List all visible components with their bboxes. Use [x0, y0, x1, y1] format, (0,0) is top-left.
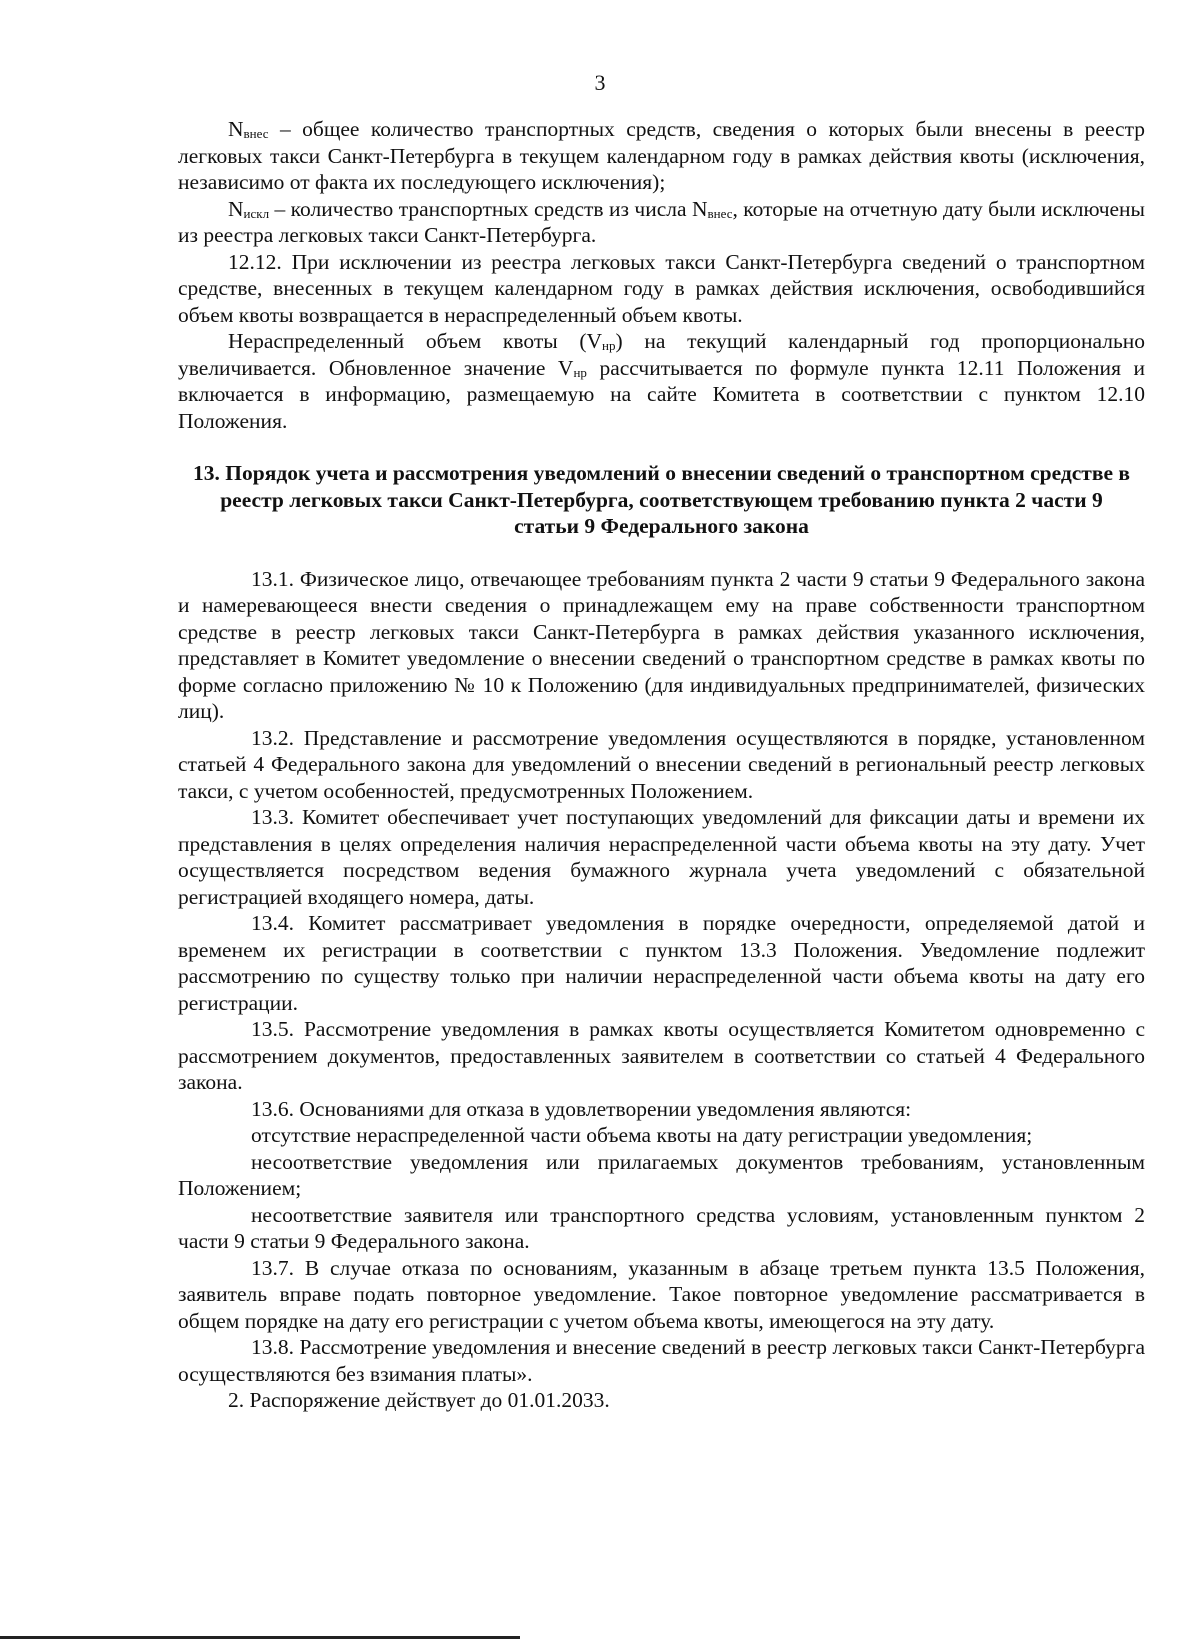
spacer: [178, 540, 1145, 566]
definition-nvnes: [178, 116, 1145, 196]
text-fragment: рассчитывается по формуле пункта 12.11 Положения и включается в информацию, размещаемую на сайте Комитета в соответствии с пунктом 12.10 Положения.: [178, 355, 1145, 433]
clause-13-5: 13.5. Рассмотрение уведомления в рамках квоты осуществляется Комитетом одновременно с рассмотрением документов, предоставленных заявителем в соответствии со статьей 4 Федерального закона.: [178, 1017, 1145, 1094]
scan-edge-line: [0, 1636, 520, 1639]
clause-13-7: 13.7. В случае отказа по основаниям, указанным в абзаце третьем пункта 13.5 Положения, заявитель вправе подать повторное уведомление. Такое повторное уведомление рассматривается в общем порядке на дату его регистрации с учетом объема квоты, имеющегося на эту дату.: [178, 1255, 1145, 1333]
definition-text: , которые на отчетную дату были исключены из реестра легковых такси Санкт-Петербурга.: [178, 196, 1146, 247]
clause-13-2: 13.2. Представление и рассмотрение уведомления осуществляются в порядке, установленном статьей 4 Федерального закона для уведомлений о внесении сведений в региональный реестр легковых такси, с учетом особенностей, предусмотренных Положением.: [178, 725, 1145, 803]
clause-12-12-paragraph-2: [178, 328, 1145, 434]
symbol-n: N: [691, 196, 708, 221]
symbol-subscript: внес: [707, 205, 733, 221]
section-13-heading: 13. Порядок учета и рассмотрения уведомлений о внесении сведений о транспортном средстве в реестр легковых такси Санкт-Петербурга, соответствующем требованию пункта 2 части 9 статьи 9 Федерального закона: [193, 461, 1130, 538]
page-number: 3: [594, 70, 606, 95]
definition-text: – общее количество транспортных средств, сведения о которых были внесены в реестр легковых такси Санкт-Петербурга в текущем календарном году в рамках действия квоты (исключения, независимо от факта их последующего исключения);: [178, 117, 1145, 194]
text-fragment: ) на текущий календарный год пропорционально увеличивается. Обновленное значение V: [178, 329, 1146, 380]
definition-text: – количество транспортных средств из числа: [269, 196, 692, 221]
clause-13-8: 13.8. Рассмотрение уведомления и внесение сведений в реестр легковых такси Санкт-Петербурга осуществляются без взимания платы».: [178, 1335, 1145, 1386]
symbol-subscript: искл: [243, 205, 270, 221]
symbol-n: N: [228, 117, 244, 141]
document-body: [178, 116, 1145, 1414]
symbol-n: N: [228, 196, 244, 221]
clause-13-6-item-1: отсутствие нераспределенной части объема квоты на дату регистрации уведомления;: [251, 1123, 1033, 1147]
clause-13-3: 13.3. Комитет обеспечивает учет поступающих уведомлений для фиксации даты и времени их представления в целях определения наличия нераспределенной части объема квоты на эту дату. Учет осуществляется посредством ведения бумажного журнала учета уведомлений с обязательной регистрацией входящего номера, даты.: [178, 805, 1145, 909]
text-fragment: Нераспределенный объем квоты (V: [228, 329, 603, 353]
clause-13-6: 13.6. Основаниями для отказа в удовлетворении уведомления являются:: [251, 1096, 912, 1121]
symbol-subscript: нр: [602, 338, 616, 353]
symbol-subscript: нр: [573, 364, 587, 380]
final-clause: 2. Распоряжение действует до 01.01.2033.: [228, 1388, 610, 1412]
clause-12-12: 12.12. При исключении из реестра легковых такси Санкт-Петербурга сведений о транспортном средстве, внесенных в текущем календарном году в рамках действия исключения, освободившийся объем квоты возвращается в нераспределенный объем квоты.: [178, 249, 1145, 327]
clause-13-4: 13.4. Комитет рассматривает уведомления в порядке очередности, определяемой датой и временем их регистрации в соответствии с пунктом 13.3 Положения. Уведомление подлежит рассмотрению по существу только при наличии нераспределенной части объема квоты на дату его регистрации.: [178, 911, 1145, 1015]
definition-niskl: [178, 196, 1145, 249]
symbol-subscript: внес: [243, 126, 269, 141]
clause-13-6-item-2: несоответствие уведомления или прилагаемых документов требованиям, установленным Положением;: [178, 1149, 1145, 1200]
clause-13-1: 13.1. Физическое лицо, отвечающее требованиям пункта 2 части 9 статьи 9 Федерального закона и намеревающееся внести сведения о принадлежащем ему на праве собственности транспортном средстве в реестр легковых такси Санкт-Петербурга в рамках действия указанного исключения, представляет в Комитет уведомление о внесении сведений о транспортном средстве в рамках квоты по форме согласно приложению № 10 к Положению (для индивидуальных предпринимателей, физических лиц).: [178, 566, 1145, 723]
clause-13-6-item-3: несоответствие заявителя или транспортного средства условиям, установленным пунктом 2 части 9 статьи 9 Федерального закона.: [178, 1202, 1145, 1253]
